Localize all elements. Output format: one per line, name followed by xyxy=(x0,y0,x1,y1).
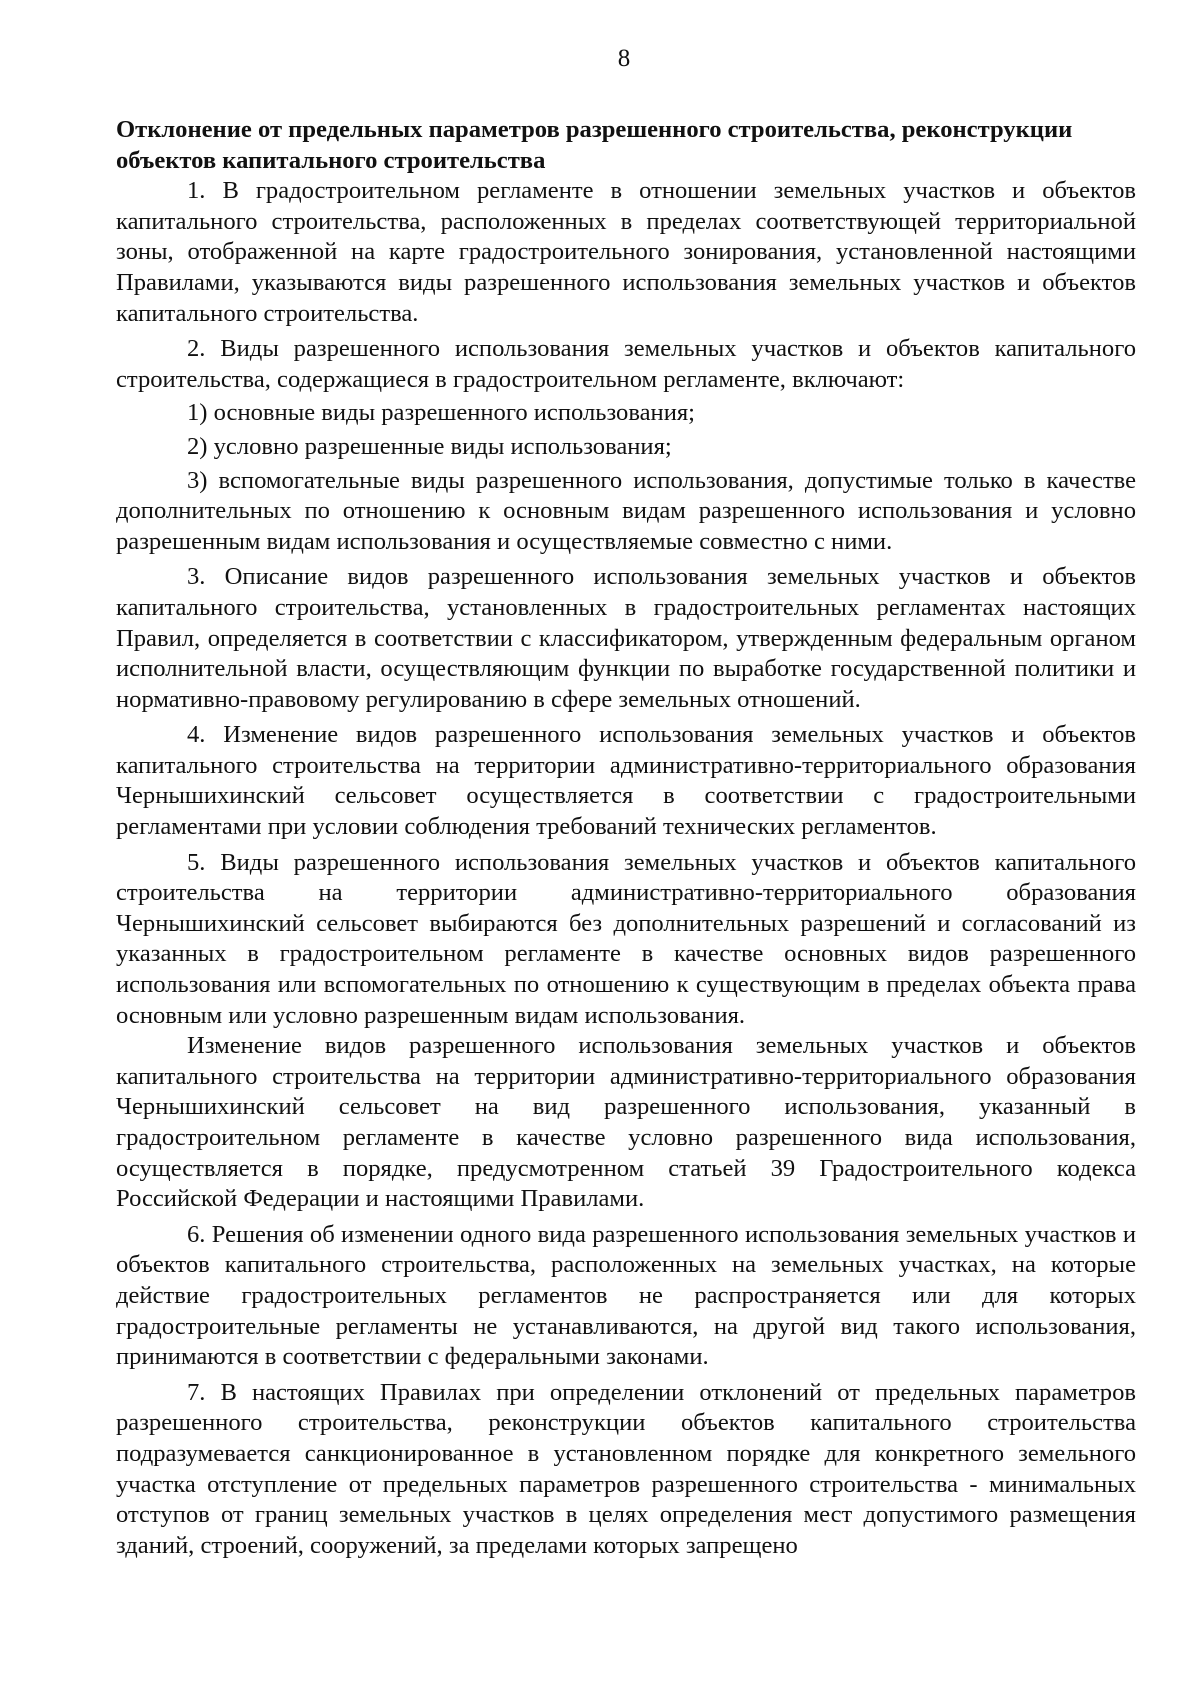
paragraph-2: 2. Виды разрешенного использования земельных участков и объектов капитального строительства, содержащиеся в градостроительном регламенте, включают: xyxy=(116,335,1136,393)
paragraph-3: 3. Описание видов разрешенного использования земельных участков и объектов капитального строительства, установленных в градостроительных регламентах настоящих Правил, определяется в соответствии с классификатором, утвержденным федеральным органом исполнительной власти, осуществляющим функции по выработке государственной политики и нормативно-правовому регулированию в сфере земельных отношений. xyxy=(116,563,1136,713)
paragraph-5: 5. Виды разрешенного использования земельных участков и объектов капитального строительства на территории административно-территориального образования Чернышихинский сельсовет выбираются без дополнительных разрешений и согласований из указанных в градостроительном регламенте в качестве основных видов разрешенного использования или вспомогательных по отношению к существующим в пределах объекта права основным или условно разрешенным видам использования. xyxy=(116,848,1136,1029)
list-item-1: 1) основные виды разрешенного использования; xyxy=(187,399,696,427)
paragraph-4: 4. Изменение видов разрешенного использования земельных участков и объектов капитального строительства на территории административно-территориального образования Чернышихинский сельсовет осуществляется в соответствии с градостроительными регламентами при условии соблюдения требований технических регламентов. xyxy=(116,721,1136,841)
paragraph-1: 1. В градостроительном регламенте в отношении земельных участков и объектов капитального строительства, расположенных в пределах соответствующей территориальной зоны, отображенной на карте градостроительного зонирования, установленной настоящими Правилами, указываются виды разрешенного использования земельных участков и объектов капитального строительства. xyxy=(116,177,1136,327)
paragraph-7: 7. В настоящих Правилах при определении отклонений от предельных параметров разрешенного строительства, реконструкции объектов капитального строительства подразумевается санкционированное в установленном порядке для конкретного земельного участка отступление от предельных параметров разрешенного строительства - минимальных отступов от границ земельных участков в целях определения мест допустимого размещения зданий, строений, сооружений, за пределами которых запрещено xyxy=(116,1378,1136,1559)
section-heading: Отклонение от предельных параметров разрешенного строительства, реконструкции объектов капитального строительства xyxy=(116,116,1073,174)
list-item-2: 2) условно разрешенные виды использования; xyxy=(187,432,672,460)
paragraph-6: 6. Решения об изменении одного вида разрешенного использования земельных участков и объектов капитального строительства, расположенных на земельных участках, на которые действие градостроительных регламентов не распространяется или для которых градостроительные регламенты не устанавливаются, на другой вид такого использования, принимаются в соответствии с федеральными законами. xyxy=(116,1220,1136,1371)
page-number: 8 xyxy=(617,45,631,72)
paragraph-5-continued: Изменение видов разрешенного использования земельных участков и объектов капитального строительства на территории административно-территориального образования Чернышихинский сельсовет на вид разрешенного использования, указанный в градостроительном регламенте в качестве условно разрешенного вида использования, осуществляется в порядке, предусмотренном статьей 39 Градостроительного кодекса Российской Федерации и настоящими Правилами. xyxy=(116,1032,1136,1213)
list-item-3: 3) вспомогательные виды разрешенного использования, допустимые только в качестве дополнительных по отношению к основным видам разрешенного использования и условно разрешенным видам использования и осуществляемые совместно с ними. xyxy=(116,466,1136,555)
document-body xyxy=(116,115,1136,1561)
